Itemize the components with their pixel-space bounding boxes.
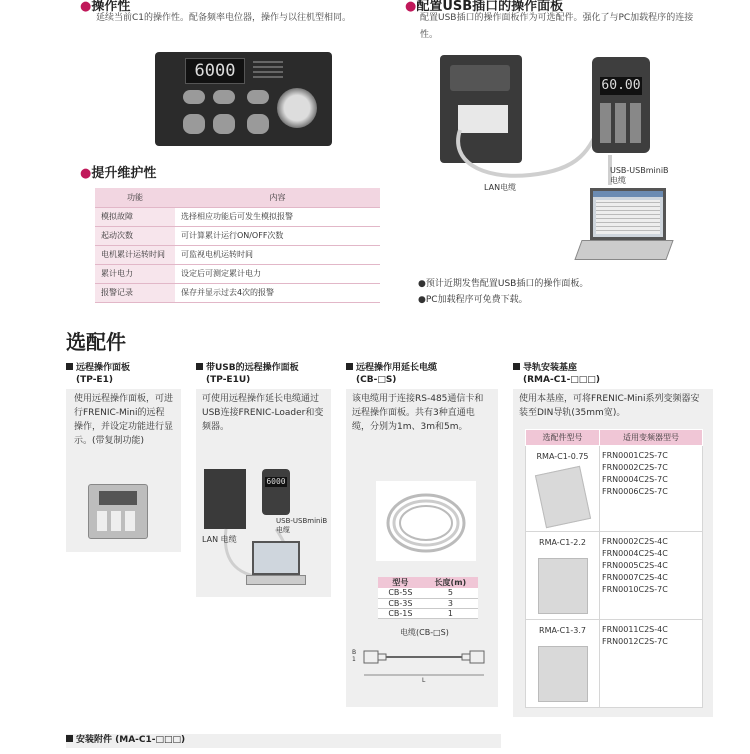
- table-cell: 累计电力: [95, 264, 175, 283]
- inverter-model: FRN0007C2S-4C: [602, 573, 668, 582]
- table-header: 适用变频器型号: [600, 430, 703, 446]
- accessory-panel: [513, 389, 713, 717]
- accessory-name: 带USB的远程操作面板: [206, 363, 299, 373]
- operability-desc: 延续当前C1的操作性。配备频率电位器，操作与以往机型相同。: [96, 13, 352, 23]
- keypad-button: [213, 90, 235, 104]
- table-cell: 电机累计运转时间: [95, 245, 175, 264]
- rail-base-model: RMA-C1-0.75: [536, 452, 589, 461]
- usb-panel-title: ●配置USB插口的操作面板: [405, 0, 564, 14]
- table-row: [95, 226, 380, 245]
- accessory-panel: [346, 389, 498, 707]
- accessory-item: [513, 362, 600, 386]
- table-cell: 保存并显示过去4次的报警: [175, 283, 380, 302]
- rail-base-photo: [535, 466, 591, 528]
- table-cell: 可计算累计运行ON/OFF次数: [175, 226, 380, 245]
- cable-diagram-label: 电缆(CB-□S): [400, 628, 449, 637]
- accessory-code: (TP-E1U): [206, 375, 251, 385]
- table-cell: 1: [423, 608, 478, 618]
- inverter-model: FRN0002C2S-4C: [602, 537, 668, 546]
- maintenance-title: ●提升维护性: [80, 166, 157, 181]
- inverter-model: FRN0012C2S-7C: [602, 637, 668, 646]
- rail-base-table: [525, 429, 703, 708]
- potentiometer-knob: [277, 88, 317, 128]
- accessory-name: 导轨安装基座: [523, 363, 578, 373]
- table-header: 型号: [378, 577, 423, 588]
- lan-cable-label: LAN 电缆: [202, 535, 237, 544]
- table-cell: 报警记录: [95, 283, 175, 302]
- keypad-button: [183, 114, 205, 134]
- usb-panel-display: 6000: [266, 477, 286, 486]
- inverter-model: FRN0005C2S-4C: [602, 561, 668, 570]
- table-cell: 可监视电机运转时间: [175, 245, 380, 264]
- table-row: [378, 598, 478, 608]
- usb-cable-label: USB-USBminiB 电缆: [276, 517, 328, 534]
- table-header: 选配件型号: [526, 430, 600, 446]
- keypad-display: 6000: [185, 58, 245, 84]
- table-row: [95, 207, 380, 226]
- rail-base-photo: [538, 646, 588, 702]
- maintenance-table: [95, 188, 380, 303]
- dimension-l: L: [422, 677, 426, 684]
- table-row: [526, 620, 703, 708]
- keypad-grille: [253, 60, 283, 78]
- dimension-1: 1: [352, 656, 356, 663]
- inverter-model: FRN0002C2S-7C: [602, 463, 668, 472]
- inverter-model: FRN0001C2S-7C: [602, 451, 668, 460]
- table-row: [526, 532, 703, 620]
- table-cell: 5: [423, 588, 478, 598]
- accessory-name: 远程操作用延长电缆: [356, 363, 438, 373]
- note-item: ●PC加载程序可免费下载。: [418, 295, 528, 305]
- table-row: [378, 608, 478, 618]
- table-cell: 3: [423, 598, 478, 608]
- maintenance-header-content: 内容: [175, 188, 380, 207]
- usb-panel-display: 60.00: [601, 78, 641, 93]
- operability-title: ●操作性: [80, 0, 131, 14]
- table-row: [95, 283, 380, 302]
- dimension-b: B: [352, 649, 357, 656]
- accessory-code: (CB-□S): [356, 375, 397, 385]
- keypad-button: [213, 114, 235, 134]
- accessory-desc: 该电缆用于连接RS-485通信卡和远程操作面板。共有3种直通电缆，分别为1m、3m和5m。: [352, 394, 484, 432]
- cable-photo: [376, 481, 476, 561]
- usb-remote-panel-photo: [592, 57, 650, 153]
- rail-base-model: RMA-C1-3.7: [539, 626, 586, 635]
- cable-table: [378, 577, 478, 619]
- accessories-title: 选配件: [66, 330, 126, 354]
- rail-base-photo: [538, 558, 588, 614]
- bottom-title: 安装附件 (MA-C1-□□□): [76, 735, 186, 745]
- accessory-panel: [66, 389, 181, 552]
- table-cell: 起动次数: [95, 226, 175, 245]
- table-header: 长度(m): [423, 577, 478, 588]
- laptop-base: [574, 240, 673, 260]
- inverter-model: FRN0006C2S-7C: [602, 487, 668, 496]
- laptop-base: [246, 575, 306, 585]
- usb-panel-keys: [600, 103, 642, 143]
- table-row: [526, 446, 703, 532]
- inverter-model: FRN0004C2S-4C: [602, 549, 668, 558]
- keypad-button: [247, 114, 269, 134]
- laptop-screen: [590, 188, 666, 240]
- usb-panel-notes: [418, 276, 588, 308]
- note-item: ●预计近期发售配置USB插口的操作面板。: [418, 279, 589, 289]
- laptop-screen: [252, 541, 300, 575]
- accessory-name: 远程操作面板: [76, 363, 131, 373]
- accessory-item: [196, 362, 299, 386]
- table-row: [95, 264, 380, 283]
- accessory-item: [346, 362, 437, 386]
- accessory-code: (TP-E1): [76, 375, 113, 385]
- maintenance-header-function: 功能: [95, 188, 175, 207]
- accessory-panel: [196, 389, 331, 597]
- keypad-photo: [155, 52, 332, 146]
- remote-panel-photo: [88, 484, 148, 539]
- inverter-model: FRN0011C2S-4C: [602, 625, 668, 634]
- keypad-button: [183, 90, 205, 104]
- lan-cable-label: LAN电缆: [484, 183, 517, 192]
- keypad-button: [247, 90, 269, 104]
- accessory-desc: 可使用远程操作延长电缆通过USB连接FRENIC-Loader和变频器。: [202, 394, 324, 432]
- usb-panel-desc: 配置USB插口的操作面板作为可选配件。强化了与PC加载程序的连接性。: [420, 13, 694, 40]
- inverter-model: FRN0004C2S-7C: [602, 475, 668, 484]
- bottom-bar: [66, 734, 501, 748]
- table-cell: 选择相应功能后可发生模拟报警: [175, 207, 380, 226]
- table-cell: CB-5S: [378, 588, 423, 598]
- table-cell: 模拟故障: [95, 207, 175, 226]
- table-row: [95, 245, 380, 264]
- accessory-desc: 使用本基座，可将FRENIC-Mini系列变频器安装至DIN导轨(35mm宽)。: [519, 394, 700, 418]
- table-row: [378, 588, 478, 598]
- accessory-item: [66, 362, 130, 386]
- table-cell: 设定后可测定累计电力: [175, 264, 380, 283]
- accessory-desc: 使用远程操作面板，可进行FRENIC-Mini的远程操作，并设定功能进行显示。(带复制功能): [74, 394, 174, 446]
- accessory-code: (RMA-C1-□□□): [523, 375, 600, 385]
- table-cell: CB-1S: [378, 608, 423, 618]
- usb-cable-label: USB-USBminiB 电缆: [610, 166, 669, 185]
- inverter-model: FRN0010C2S-7C: [602, 585, 668, 594]
- rail-base-model: RMA-C1-2.2: [539, 538, 586, 547]
- table-cell: CB-3S: [378, 598, 423, 608]
